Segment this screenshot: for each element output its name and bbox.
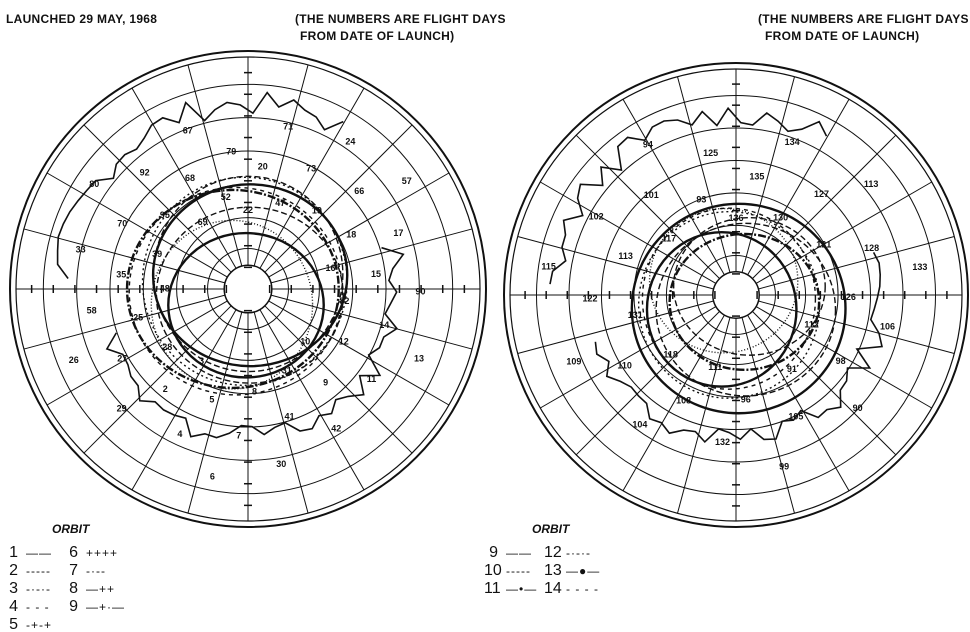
legend-orbit-number: 11	[484, 580, 501, 597]
legend-item	[484, 580, 537, 598]
flight-day-label: 19	[311, 205, 322, 216]
flight-day-label: 41	[284, 411, 295, 422]
meridian-line	[678, 77, 730, 273]
flight-day-label: 2	[162, 383, 168, 394]
flight-day-label: 112	[804, 319, 819, 330]
legend-orbit-number: 14	[544, 580, 562, 597]
flight-day-label: 113	[618, 251, 633, 262]
launch-date-label: LAUNCHED 29 MAY, 1968	[6, 12, 158, 26]
legend-orbit-number: 2	[9, 562, 18, 579]
meridian-line	[188, 65, 242, 266]
meridian-line	[752, 135, 895, 278]
left-note-line-1: (THE NUMBERS ARE FLIGHT DAYS	[295, 12, 506, 26]
flight-day-label: 132	[714, 437, 731, 448]
flight-day-label: 31	[281, 365, 292, 376]
legend-orbit-number: 8	[69, 580, 78, 597]
flight-day-label: 4	[177, 429, 183, 440]
flight-day-label: 30	[276, 458, 287, 469]
flight-day-label: 82	[339, 296, 350, 306]
legend-line-style: ++++	[86, 546, 119, 560]
left-note-line-2: FROM DATE OF LAUNCH)	[300, 29, 455, 43]
meridian-line	[132, 310, 236, 490]
flight-day-label: 111	[708, 361, 723, 372]
flight-day-label: 48	[159, 283, 170, 294]
legend-line-style: -·-·-	[566, 546, 591, 560]
flight-day-label: 121	[816, 239, 832, 250]
legend-item	[64, 580, 115, 598]
flight-day-label: 98	[835, 356, 846, 366]
flight-day-label: 3	[199, 355, 205, 366]
legend-line-style: —++	[86, 582, 116, 596]
meridian-line	[748, 315, 849, 491]
flight-day-label: 94	[642, 139, 653, 150]
legend-orbit-number: 7	[69, 562, 78, 579]
legend-orbit-number: 4	[9, 598, 18, 615]
legend-line-style: ——	[506, 546, 532, 560]
flight-day-label: 25	[133, 312, 144, 323]
right-note-line-1: (THE NUMBERS ARE FLIGHT DAYS	[758, 12, 969, 26]
legend-orbit-number: 6	[69, 544, 78, 561]
flight-day-label: 127	[813, 189, 830, 200]
flight-day-label: 35	[116, 269, 127, 280]
meridian-line	[24, 295, 225, 349]
legend-item	[64, 598, 125, 616]
flight-day-label: 99	[779, 461, 790, 472]
legend-line-style: -----	[506, 564, 531, 578]
flight-day-label: 28	[162, 342, 173, 352]
legend-item	[484, 562, 531, 580]
flight-day-label: 8	[251, 386, 258, 397]
meridian-line	[756, 182, 932, 283]
flight-day-label: 22	[242, 204, 254, 215]
flight-day-label: 52	[220, 192, 231, 203]
flight-day-label: 24	[345, 136, 356, 147]
flight-day-label: 135	[749, 171, 765, 182]
flight-day-label: 79	[226, 146, 237, 157]
meridian-line	[623, 99, 724, 275]
flight-day-label: 80	[89, 179, 100, 190]
legend-item	[544, 580, 599, 598]
flight-day-label: 42	[331, 423, 342, 434]
flight-day-label: 96	[740, 394, 751, 405]
flight-day-label: 113	[863, 179, 879, 190]
flight-day-label: 118	[663, 349, 678, 360]
flight-day-label: 58	[86, 305, 97, 316]
flight-day-label: 20	[257, 161, 268, 172]
flight-day-label: 126	[840, 292, 856, 302]
flight-day-label: 130	[773, 212, 789, 223]
legend-line-style: -·--	[86, 564, 106, 578]
flight-day-label: 33	[75, 244, 86, 255]
left-polar-map	[10, 51, 486, 527]
flight-day-label: 70	[117, 218, 128, 229]
flight-day-label: 92	[139, 167, 150, 178]
right-polar-map	[504, 63, 968, 527]
flight-day-label: 66	[354, 185, 365, 196]
meridian-line	[678, 317, 730, 513]
flight-day-label: 11	[366, 374, 377, 385]
legend-orbit-number: 12	[544, 544, 562, 561]
flight-day-label: 47	[275, 197, 286, 208]
flight-day-label: 128	[864, 242, 880, 253]
meridian-line	[188, 312, 242, 513]
flight-day-label: 95	[159, 209, 170, 220]
flight-day-label: 109	[566, 356, 582, 367]
legend-orbit-number: 10	[484, 562, 502, 579]
flight-day-label: 27	[117, 353, 128, 364]
flight-day-label: 131	[627, 310, 643, 320]
flight-day-label: 7	[236, 430, 242, 441]
flight-day-label: 13	[413, 353, 425, 364]
flight-day-label: 91	[786, 364, 797, 374]
flight-day-label: 17	[393, 228, 404, 238]
legend-line-style: -----	[26, 564, 51, 578]
flight-day-label: 117	[661, 233, 677, 244]
flight-day-label: 108	[676, 395, 692, 406]
legend-item	[4, 580, 51, 598]
flight-day-label: 90	[415, 286, 426, 297]
pole-circle	[224, 265, 272, 313]
legend-item	[4, 562, 51, 580]
legend-orbit-number: 5	[9, 616, 18, 632]
flight-day-label: 90	[852, 403, 863, 414]
flight-day-label: 106	[879, 321, 896, 332]
flight-day-label: 26	[68, 354, 79, 365]
flight-day-label: 71	[283, 121, 294, 132]
legend-item	[4, 616, 52, 632]
flight-day-label: 6	[209, 471, 215, 482]
flight-day-label: 12	[338, 336, 349, 347]
flight-day-label: 104	[632, 419, 648, 430]
legend-item	[4, 598, 50, 616]
legend-line-style: - - - -	[566, 582, 599, 596]
flight-day-label: 39	[152, 249, 163, 259]
meridian-line	[752, 311, 895, 454]
flight-day-label: 105	[788, 411, 804, 422]
legend-line-style: ——	[26, 546, 52, 560]
flight-day-label: 122	[582, 293, 598, 304]
legend-orbit-number: 9	[69, 598, 78, 615]
legend-line-style: -+-+	[26, 618, 53, 632]
legend-line-style: —●—	[566, 564, 601, 578]
flight-day-label: 15	[370, 269, 382, 280]
flight-day-label: 115	[541, 261, 556, 272]
meridian-line	[748, 99, 849, 275]
right-legend-title: ORBIT	[532, 522, 570, 536]
legend-orbit-number: 1	[9, 544, 18, 561]
flight-day-label: 102	[588, 211, 604, 222]
legend-line-style: -·-·-	[26, 582, 51, 596]
flight-day-label: 68	[184, 173, 196, 183]
right-note-line-2: FROM DATE OF LAUNCH)	[765, 29, 920, 43]
flight-day-label: 125	[703, 147, 719, 158]
flight-day-label: 18	[346, 229, 357, 240]
flight-day-label: 93	[696, 194, 707, 205]
flight-day-label: 136	[728, 212, 744, 223]
flight-day-label: 5	[209, 394, 215, 405]
flight-day-label: 110	[617, 360, 632, 371]
coastline	[58, 93, 344, 279]
legend-item	[4, 544, 52, 562]
meridian-line	[84, 306, 231, 453]
flight-day-label: 134	[784, 137, 800, 148]
flight-day-label: 10	[300, 336, 311, 347]
flight-day-label: 67	[182, 125, 193, 136]
flight-day-label: 69	[197, 216, 208, 227]
legend-line-style: - - -	[26, 600, 50, 614]
flight-day-label: 9	[323, 377, 329, 388]
legend-item	[544, 544, 591, 562]
legend-item	[64, 544, 118, 562]
legend-orbit-number: 9	[489, 544, 498, 561]
flight-day-label: 29	[116, 403, 127, 414]
flight-day-label: 73	[306, 163, 317, 174]
flight-day-label: 133	[912, 262, 928, 273]
meridian-line	[540, 182, 716, 283]
flight-day-label: 57	[401, 175, 412, 186]
legend-item	[64, 562, 106, 580]
flight-day-label: 101	[643, 190, 659, 200]
meridian-line	[518, 301, 714, 353]
legend-orbit-number: 13	[544, 562, 562, 579]
legend-item	[484, 544, 532, 562]
legend-line-style: —•—	[506, 582, 538, 596]
flight-day-label: 16	[325, 262, 336, 273]
pole-circle	[713, 272, 759, 318]
legend-item	[544, 562, 600, 580]
meridian-line	[576, 135, 719, 278]
left-legend-title: ORBIT	[52, 522, 90, 536]
flight-day-label: 14	[379, 319, 390, 330]
legend-orbit-number: 3	[9, 580, 18, 597]
legend-line-style: —+·—	[86, 600, 126, 614]
